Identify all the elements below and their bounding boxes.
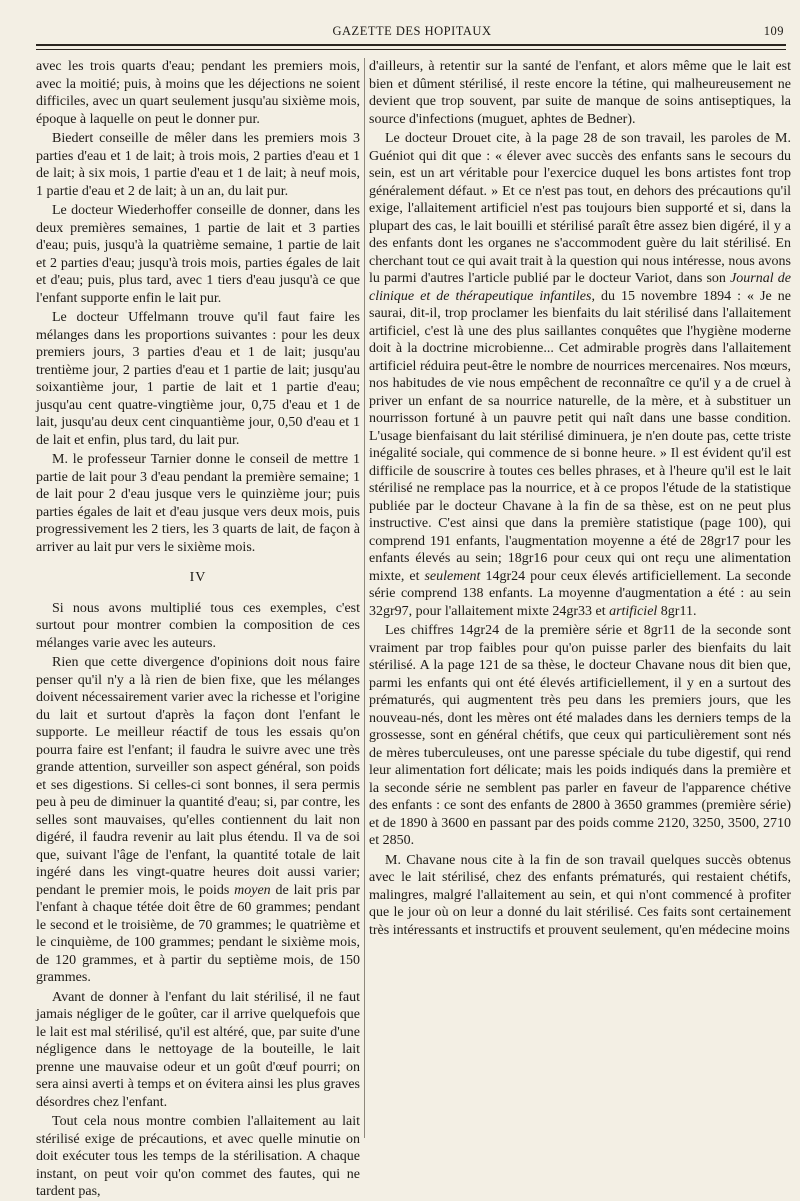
paragraph: M. le professeur Tarnier donne le conseil de mettre 1 partie de lait pour 3 d'eau pendant la première semaine; 1 de lait pour 2 d'eau jusque vers le quinzième jour; puis parties égales de lait et d'eau jusque vers deux mois, puis progressivement les 2 tiers, les 3 quarts de lait, de façon à arriver au lait pur vers le sixième mois. [36,452,360,555]
paragraph: Les chiffres 14gr24 de la première série et 8gr11 de la seconde sont vraiment par trop faibles pour qu'on puisse parler des bienfaits du lait stérilisé. A la page 121 de sa thèse, le docteur Chavane nous dit bien que, parmi les enfants qui ont été élevés artificiellement, il y en a surtout des prématurés, qui augmentent très peu dans les premiers jours, que les nouveau-nés, dont les mères ont été malades dans les derniers temps de la grossesse, sont en général chétifs, que ceux qui particulièrement sont nés de mères tuberculeuses, ont une paresse spéciale du tube digestif, qui rend leur alimentation fort délicate; mais les poids indiqués dans la première et la seconde série ne semblent pas parler en faveur de l'apparence chétive des enfants : ce sont des enfants de 2800 à 3650 grammes (première série) et de 1890 à 3600 en passant par des poids comme 2120, 3250, 3500, 2710 et 2850. [369,623,791,848]
right-column [369,58,791,1148]
paragraph: Avant de donner à l'enfant du lait stérilisé, il ne faut jamais négliger de le goûter, car il arrive quelquefois que le lait est mal stérilisé, qu'il est altéré, que, par suite d'une négligence dans le nettoyage de la bouteille, le lait prenne une mauvaise odeur et un goût d'œuf pourri; on sera ainsi averti à temps et on évitera ainsi les plus graves désordres chez l'enfant. [36,989,360,1110]
italic-run: artificiel [609,603,658,619]
italic-run: moyen [234,882,271,898]
page-header [36,20,788,42]
paragraph: avec les trois quarts d'eau; pendant les premiers mois, avec la moitié; puis, à moins que les déjections ne soient difficiles, avec un quart seulement jusqu'au sixième mois, époque à laquelle on peut le donner pur. [36,59,360,127]
text-run: 14gr24 pour ceux élevés artificiellement. La seconde série comprend 138 enfants. La moyenne d'augmentation a été : au sein 32gr97, pour l'allaitement mixte 24gr33 et [369,568,791,619]
page-number: 109 [763,24,784,38]
paragraph: d'ailleurs, à retentir sur la santé de l'enfant, et alors même que le lait est bien et dûment stérilisé, il reste encore la tétine, qui malheureusement ne devient que trop souvent, par suite de manque de soins antiseptiques, la source d'infections (muguet, aphtes de Bedner). [369,59,791,127]
journal-title: Journal de clinique et de thérapeutique infantiles [369,271,792,304]
paragraph: Tout cela nous montre combien l'allaitement au lait stérilisé exige de précautions, et avec quelle minutie on doit exécuter tous les temps de la stérilisation. A chaque instant, on peut voir qu'on commet des fautes, qui ne tardent pas, [36,1114,360,1199]
paragraph: Le docteur Wiederhoffer conseille de donner, dans les deux premières semaines, 1 partie de lait et 3 parties d'eau; puis, jusqu'à la quatrième semaine, 1 partie de lait et 2 parties d'eau; jusqu'à trois mois, parties égales de lait et d'eau; puis, plus tard, avec 1 tiers d'eau jusqu'à ce que l'enfant supporte enfin le lait pur. [36,203,360,306]
text-run: Rien que cette divergence d'opinions doit nous faire penser qu'il n'y a là rien de bien fixe, que les mélanges doivent nécessairement varier avec la richesse et l'origine du lait et surtout d'après la façon dont l'enfant le supporte. Le meilleur réactif de tous les essais qu'on pourra faire est l'enfant; il faudra le suivre avec une très grande attention, surveiller son aspect général, son poids et ses digestions. Si celles-ci sont bonnes, il sera permis peu à peu de diminuer la quantité d'eau; si, par contre, les selles sont mauvaises, qu'elles contiennent du lait non digéré, il faudra revenir au lait plus étendu. Il va de soi que, suivant l'âge de l'enfant, la quantité totale de lait ingéré dans les vingt-quatre heures doit aussi varier; pendant le premier mois, le poids [36,655,360,898]
paragraph [36,654,360,987]
text-run: de lait pris par l'enfant à chaque tétée doit être de 60 grammes; pendant le second et le troisième, de 70 grammes; le quatrième et le cinquième, de 100 grammes; pendant le sixième mois, de 120 grammes, et à partir du septième mois, de 150 grammes. [36,882,360,985]
text-run: 8gr11. [657,603,697,619]
paragraph: M. Chavane nous cite à la fin de son travail quelques succès obtenus avec le lait stérilisé, chez des enfants prématurés, qui restaient chétifs, malingres, malgré l'allaitement au sein, et qui n'ont commencé à profiter que le jour où on leur a donné du lait stérilisé. Ces faits sont certainement très intéressants et instructifs et prouvent seulement, qu'en médecine moins [369,852,791,938]
text-run: Le docteur Drouet cite, à la page 28 de son travail, les paroles de M. Guéniot qui dit que : « élever avec succès des enfants sans le secours du sein, est un art véritable pour l'exercice duquel les bons artistes font trop généralement défaut. » Et ce n'est pas tout, en dehors des précautions qu'il exige, l'allaitement artificiel n'est pas toujours bien supporté et si, dans la plupart des cas, le lait bouilli et stérilisé paraît être assez bien digéré, il y a des enfants dont les organes ne s'accommodent guère du lait stérilisé. En cherchant tout ce qui avait trait à la question qui nous intéresse, nous avons lu parmi d'autres l'article publié par le docteur Variot, dans son [369,131,791,286]
running-title: GAZETTE DES HOPITAUX [332,24,492,38]
italic-run: seulement [424,568,481,584]
paragraph: Le docteur Uffelmann trouve qu'il faut faire les mélanges dans les proportions suivantes : pour les deux premiers jours, 3 parties d'eau et 1 de lait; jusqu'au trentième jour, 2 parties d'eau et 1 partie de lait; jusqu'au soixantième jour, 1 partie de lait et 1 partie d'eau; jusqu'au cent quatre-vingtième jour, 0,75 d'eau et 1 de lait, jusqu'au deux cent cinquantième jour, 0,50 d'eau et 1 de lait et enfin, plus tard, du lait pur. [36,310,360,448]
paragraph: Biedert conseille de mêler dans les premiers mois 3 parties d'eau et 1 de lait; à trois mois, 2 parties d'eau et 1 de lait; à six mois, 1 partie d'eau et 1 de lait; à neuf mois, 1 partie d'eau et 2 de lait; à un an, du lait pur. [36,131,360,199]
paragraph: Si nous avons multiplié tous ces exemples, c'est surtout pour montrer combien la composition de ces mélanges varie avec les auteurs. [36,600,360,651]
text-run: , du 15 novembre 1894 : « Je ne saurai, dit-il, trop proclamer les bienfaits du lait stérilisé dans l'allaitement artificiel, c'est là une des plus saillantes conquêtes que l'hygiène moderne doit à la doctrine microbienne... Cet admirable progrès dans l'allaitement artificiel réduira peut-être le nombre de nourrices mercenaires. Nos mœurs, nos habitudes de vie nous empêchent de reconnaître ce qu'il y a de cruel à priver un enfant de sa nourrice naturelle, de la mère, et à substituer un nourrisson fortuné à un pauvre petit qui naît dans une basse condition. L'usage bienfaisant du lait stérilisé diminuera, je n'en doute pas, cette triste inégalité sociale, qui commence de si bonne heure. » Il est évident qu'il est difficile de souscrire à toutes ces belles phrases, et à l'heure qu'il est le lait stérilisé ne remplace pas la nourrice, et à ce propos l'étude de la statistique publiée par le docteur Chavane à la fin de sa thèse, est on ne peut plus instructive. C'est ainsi que dans la première statistique (page 100), qui comprend 191 enfants, l'augmentation moyenne a été de 28gr17 pour les enfants élevés au sein; 18gr16 pour ceux qui ont reçu une alimentation mixte, et [369,288,791,584]
section-heading: IV [189,570,207,585]
left-column [36,58,360,1199]
paragraph [369,130,791,620]
header-rule [36,44,786,50]
column-divider [364,58,365,1138]
